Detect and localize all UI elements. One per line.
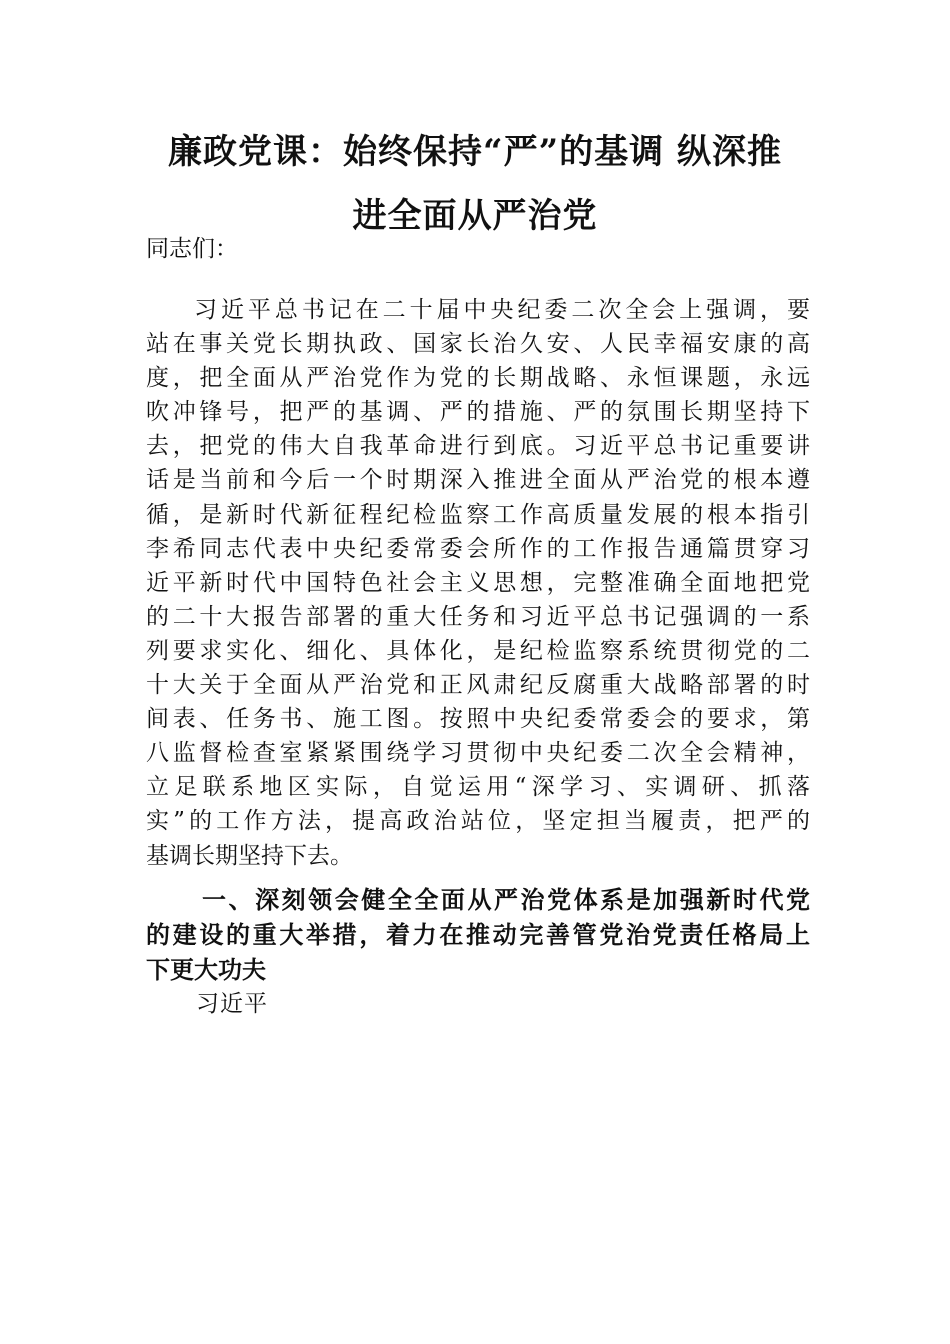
- body-line: 站在事关党长期执政、国家长治久安、人民幸福安康的高: [146, 331, 810, 358]
- body-line: 吹冲锋号，把严的基调、严的措施、严的氛围长期坚持下: [146, 399, 810, 426]
- body-line: 的二十大报告部署的重大任务和习近平总书记强调的一系: [146, 603, 810, 630]
- body-line: 话是当前和今后一个时期深入推进全面从严治党的根本遵: [146, 467, 810, 494]
- document-title-line-1: 廉政党课：始终保持“严”的基调 纵深推: [168, 132, 782, 172]
- body-line: 间表、任务书、施工图。按照中央纪委常委会的要求，第: [146, 706, 810, 733]
- salutation: 同志们：: [146, 236, 238, 262]
- heading-line: 下更大功夫: [146, 956, 266, 984]
- body-line: 李希同志代表中央纪委常委会所作的工作报告通篇贯穿习: [146, 535, 810, 562]
- body-line: 八监督检查室紧紧围绕学习贯彻中央纪委二次全会精神，: [146, 740, 810, 767]
- body-line: 列要求实化、细化、具体化，是纪检监察系统贯彻党的二: [146, 637, 810, 664]
- document-title-line-2: 进全面从严治党: [352, 196, 598, 236]
- author-name: 习近平: [196, 991, 268, 1017]
- heading-line: 一、深刻领会健全全面从严治党体系是加强新时代党: [202, 886, 810, 914]
- body-line: 循，是新时代新征程纪检监察工作高质量发展的根本指引: [146, 501, 810, 528]
- body-line: 基调长期坚持下去。: [146, 842, 353, 869]
- body-line: 十大关于全面从严治党和正风肃纪反腐重大战略部署的时: [146, 672, 810, 699]
- body-line: 去，把党的伟大自我革命进行到底。习近平总书记重要讲: [146, 433, 810, 460]
- body-line: 实”的工作方法，提高政治站位，坚定担当履责，把严的: [146, 808, 810, 835]
- body-line: 度，把全面从严治党作为党的长期战略、永恒课题，永远: [146, 365, 810, 392]
- section-heading: [146, 883, 810, 988]
- heading-line: 的建设的重大举措，着力在推动完善管党治党责任格局上: [146, 921, 810, 949]
- body-line: 习近平总书记在二十届中央纪委二次全会上强调，要: [194, 297, 810, 323]
- body-line: 立足联系地区实际，自觉运用“深学习、实调研、抓落: [146, 774, 810, 801]
- body-paragraph: [146, 293, 810, 873]
- body-line: 近平新时代中国特色社会主义思想，完整准确全面地把党: [146, 569, 810, 596]
